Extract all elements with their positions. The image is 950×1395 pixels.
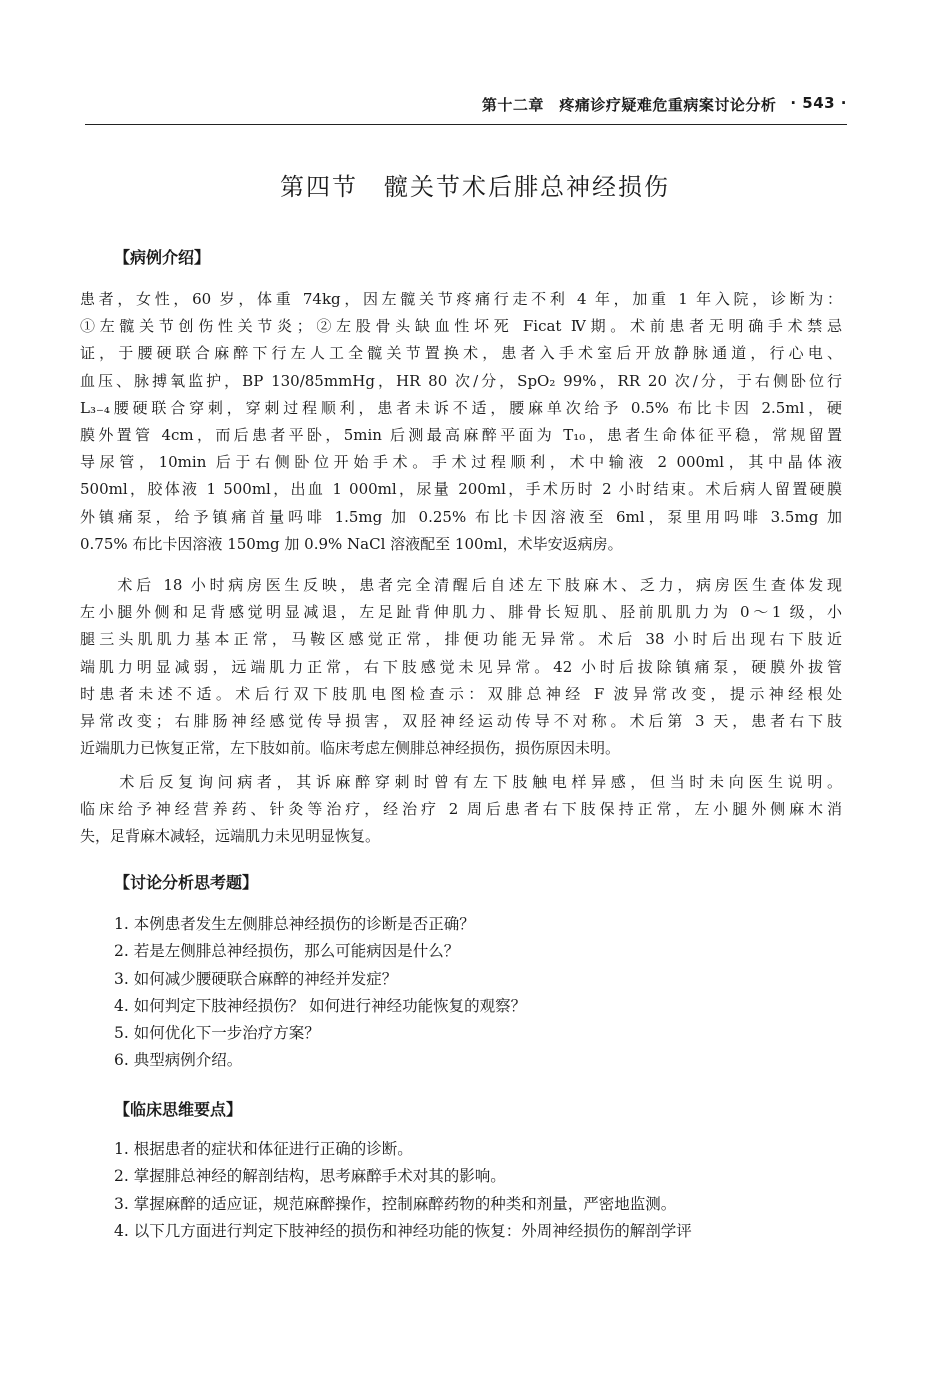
- list-item: 6. 典型病例介绍。: [114, 1051, 243, 1070]
- paragraph-line: 术后反复询问病者，其诉麻醉穿刺时曾有左下肢触电样异感，但当时未向医生说明。: [80, 773, 842, 791]
- paragraph-line: 近端肌力已恢复正常，左下肢如前。临床考虑左侧腓总神经损伤，损伤原因未明。: [80, 739, 621, 758]
- paragraph-line: L₃₋₄腰硬联合穿刺，穿刺过程顺利，患者未诉不适，腰麻单次给予 0.5% 布比卡因 2.5ml，硬: [80, 398, 842, 417]
- paragraph-line: ①左髋关节创伤性关节炎；②左股骨头缺血性坏死 Ficat Ⅳ期。术前患者无明确手术禁忌: [80, 317, 842, 336]
- list-item: 2. 若是左侧腓总神经损伤，那么可能病因是什么？: [114, 942, 460, 961]
- list-item: 4. 如何判定下肢神经损伤？ 如何进行神经功能恢复的观察？: [114, 996, 527, 1015]
- paragraph-line: 左小腿外侧和足背感觉明显减退，左足趾背伸肌力、腓骨长短肌、胫前肌肌力为 0～1 级，小: [80, 603, 842, 622]
- paragraph-line: 500ml，胶体液 1 500ml，出血 1 000ml，尿量 200ml，手术历时 2 小时结束。术后病人留置硬膜: [80, 480, 842, 499]
- running-header: [85, 94, 847, 125]
- paragraph-line: 时患者未述不适。术后行双下肢肌电图检查示：双腓总神经 F 波异常改变，提示神经根处: [80, 684, 842, 703]
- case-intro-heading: 【病例介绍】: [114, 248, 211, 267]
- paragraph-line: 腿三头肌肌力基本正常，马鞍区感觉正常，排便功能无异常。术后 38 小时后出现右下肢近: [80, 630, 842, 649]
- paragraph-line: 术后 18 小时病房医生反映，患者完全清醒后自述左下肢麻木、乏力，病房医生查体发现: [80, 576, 842, 594]
- list-item: 1. 根据患者的症状和体征进行正确的诊断。: [114, 1140, 413, 1158]
- paragraph-line: 证，于腰硬联合麻醉下行左人工全髋关节置换术，患者入手术室后开放静脉通道，行心电、: [80, 344, 842, 363]
- paragraph-line: 失，足背麻木减轻，远端肌力未见明显恢复。: [80, 827, 381, 846]
- list-item: 5. 如何优化下一步治疗方案？: [114, 1024, 320, 1043]
- list-item: 1. 本例患者发生左侧腓总神经损伤的诊断是否正确？: [114, 915, 475, 933]
- page-number: · 543 ·: [790, 94, 847, 112]
- paragraph-line: 膜外置管 4cm，而后患者平卧，5min 后测最高麻醉平面为 T₁₀，患者生命体征平稳，常规留置: [80, 425, 842, 444]
- discussion-list: [114, 911, 844, 1075]
- list-item: 4. 以下几方面进行判定下肢神经的损伤和神经功能的恢复：外周神经损伤的解剖学评: [114, 1221, 692, 1240]
- list-item: 3. 掌握麻醉的适应证，规范麻醉操作，控制麻醉药物的种类和剂量，严密地监测。: [114, 1194, 677, 1213]
- chapter-title: 第十二章 疼痛诊疗疑难危重病案讨论分析: [481, 96, 777, 114]
- paragraph-line: 血压、脉搏氧监护，BP 130/85mmHg，HR 80 次/分，SpO₂ 99%，RR 20 次/分，于右侧卧位行: [80, 371, 842, 390]
- discussion-heading: 【讨论分析思考题】: [114, 873, 259, 892]
- paragraph-line: 异常改变；右腓肠神经感觉传导损害，双胫神经运动传导不对称。术后第 3 天，患者右下肢: [80, 711, 842, 730]
- section-title: 第四节 髋关节术后腓总神经损伤: [280, 173, 670, 201]
- case-paragraph-3: [80, 769, 842, 851]
- paragraph-line: 端肌力明显减弱，远端肌力正常，右下肢感觉未见异常。42 小时后拔除镇痛泵，硬膜外拔管: [80, 657, 842, 676]
- paragraph-line: 0.75% 布比卡因溶液 150mg 加 0.9% NaCl 溶液配至 100ml，术毕安返病房。: [80, 534, 623, 553]
- list-item: 2. 掌握腓总神经的解剖结构，思考麻醉手术对其的影响。: [114, 1167, 506, 1186]
- paragraph-line: 导尿管，10min 后于右侧卧位开始手术。手术过程顺利，术中输液 2 000ml，其中晶体液: [80, 453, 842, 472]
- paragraph-line: 患者，女性，60 岁，体重 74kg，因左髋关节疼痛行走不利 4 年，加重 1 年入院，诊断为：: [80, 290, 842, 308]
- paragraph-line: 临床给予神经营养药、针灸等治疗，经治疗 2 周后患者右下肢保持正常，左小腿外侧麻木消: [80, 800, 842, 819]
- clinical-points-list: [114, 1136, 844, 1245]
- list-item: 3. 如何减少腰硬联合麻醉的神经并发症？: [114, 969, 398, 988]
- case-paragraph-2: [80, 572, 842, 762]
- paragraph-line: 外镇痛泵，给予镇痛首量吗啡 1.5mg 加 0.25% 布比卡因溶液至 6ml，泵里用吗啡 3.5mg 加: [80, 507, 842, 526]
- case-paragraph-1: [80, 286, 842, 558]
- clinical-points-heading: 【临床思维要点】: [114, 1100, 243, 1119]
